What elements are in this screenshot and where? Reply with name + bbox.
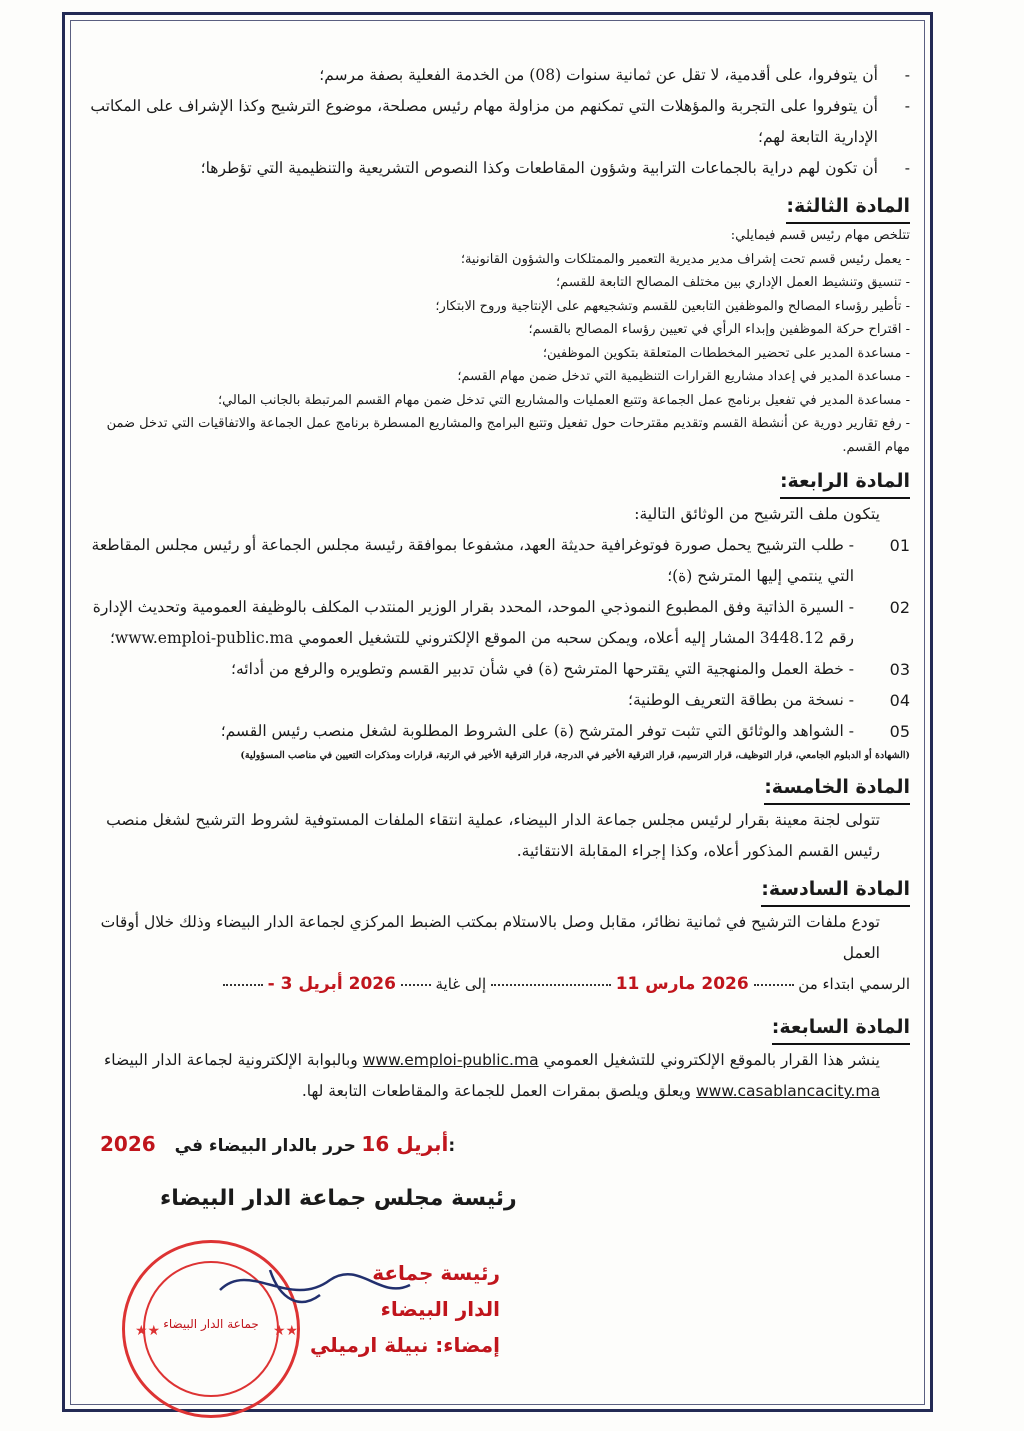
casablancacity-link[interactable]: www.casablancacity.ma bbox=[695, 1082, 880, 1100]
list-item: 02 - السيرة الذاتية وفق المطبوع النموذجي الموحد، المحدد بقرار الوزير المنتدب المكلف بالوظيفة العمومية وتحديث الإدارة رقم 3448.12 المشار إليه أعلاه، ويمكن سحبه من الموقع الإلكتروني للتشغيل العمومي www.emploi-public.ma؛ bbox=[92, 598, 910, 647]
dotted-line bbox=[491, 984, 611, 986]
article7-title: المادة السابعة: bbox=[772, 1013, 910, 1045]
article3-list bbox=[90, 248, 910, 460]
dotted-line bbox=[754, 984, 794, 986]
list-item: 04 - نسخة من بطاقة التعريف الوطنية؛ bbox=[628, 691, 910, 710]
list-item: - مساعدة المدير في تفعيل برنامج عمل الجماعة وتتبع العمليات والمشاريع التي تدخل ضمن مهام القسم المرتبطة بالجانب المالي؛ bbox=[217, 392, 910, 408]
dotted-line bbox=[223, 984, 263, 986]
article4-intro: يتكون ملف الترشيح من الوثائق التالية: bbox=[634, 505, 880, 523]
list-item: - مساعدة المدير في إعداد مشاريع القرارات التنظيمية التي تدخل ضمن مهام القسم؛ bbox=[457, 369, 910, 384]
seal-text: جماعة الدار البيضاء bbox=[163, 1317, 259, 1331]
dotted-line bbox=[401, 984, 431, 986]
documents-note: (الشهادة أو الدبلوم الجامعي، قرار التوظيف، قرار الترسيم، قرار الترقية الأخير في الدرجة، قرار الترقية الأخير في الرتبة، قرارات ومذكرات التعيين في مناصب المسؤولية) bbox=[240, 750, 910, 761]
stamp-line: إمضاء: نبيلة ارميلي bbox=[309, 1333, 500, 1357]
star-icon: ★★ bbox=[135, 1323, 161, 1339]
signature-place-label: حرر بالدار البيضاء في: bbox=[174, 1136, 456, 1156]
article5-text: تتولى لجنة معينة بقرار لرئيس مجلس جماعة الدار البيضاء، عملية انتقاء الملفات المستوفية لشروط الترشيح لشغل منصب رئيس القسم المذكور أعلاه، وكذا إجراء المقابلة الانتقائية. bbox=[106, 811, 880, 860]
article7-text: ينشر هذا القرار بالموقع الإلكتروني للتشغيل العمومي www.emploi-public.ma وبالبوابة الإلكترونية لجماعة الدار البيضاء www.casablancacity.ma ويعلق ويلصق بمقرات العمل للجماعة والمقاطعات التابعة لها. bbox=[104, 1051, 880, 1100]
stamp-line: الدار البيضاء bbox=[380, 1297, 500, 1321]
signature-date-stamp: 2026 أبريل 16 bbox=[100, 1132, 449, 1156]
star-icon: ★★ bbox=[273, 1323, 299, 1339]
conditions-list bbox=[90, 60, 910, 184]
condition-item: - أن يتوفروا، على أقدمية، لا تقل عن ثمانية سنوات (08) من الخدمة الفعلية بصفة مرسم؛ bbox=[90, 60, 910, 91]
article5-title: المادة الخامسة: bbox=[764, 773, 910, 805]
article6-text: تودع ملفات الترشيح في ثمانية نظائر، مقابل وصل بالاستلام بمكتب الضبط المركزي لجماعة الدار البيضاء وذلك خلال أوقات العمل bbox=[100, 913, 880, 962]
document-body bbox=[90, 60, 910, 1107]
article6-title: المادة السادسة: bbox=[761, 875, 910, 907]
handwritten-signature bbox=[210, 1250, 440, 1330]
article4-list bbox=[90, 530, 910, 765]
to-date-stamp: 2026 أبريل 3 - bbox=[267, 974, 396, 994]
list-item: - تنسيق وتنشيط العمل الإداري بين مختلف المصالح التابعة للقسم؛ bbox=[556, 275, 910, 290]
to-label: إلى غاية bbox=[435, 975, 487, 993]
signatory-title: رئيسة مجلس جماعة الدار البيضاء bbox=[160, 1186, 517, 1211]
from-date-stamp: 2026 مارس 11 bbox=[615, 974, 749, 994]
list-item: - تأطير رؤساء المصالح والموظفين التابعين للقسم وتشجيعهم على الإنتاجية وروح الابتكار؛ bbox=[435, 298, 910, 314]
list-item: - اقتراح حركة الموظفين وإبداء الرأي في تعيين رؤساء المصالح بالقسم؛ bbox=[528, 322, 910, 337]
stamp-line: رئيسة جماعة bbox=[372, 1261, 500, 1285]
submission-dates bbox=[90, 969, 910, 1005]
condition-item: - أن تكون لهم دراية بالجماعات الترابية وشؤون المقاطعات وكذا النصوص التشريعية والتنظيمية التي تؤطرها؛ bbox=[90, 153, 910, 184]
article3-title: المادة الثالثة: bbox=[786, 192, 910, 224]
list-item: - يعمل رئيس قسم تحت إشراف مدير مديرية التعمير والممتلكات والشؤون القانونية؛ bbox=[460, 251, 910, 267]
list-item: 01 - طلب الترشيح يحمل صورة فوتوغرافية حديثة العهد، مشفوعا بموافقة رئيسة مجلس الجماعة أو رئيس مجلس المقاطعة التي ينتمي إليها المترشح (ة)؛ bbox=[91, 536, 910, 585]
article3-intro: تتلخص مهام رئيس قسم فيمايلي: bbox=[730, 228, 910, 243]
signature-date-row bbox=[100, 1132, 500, 1156]
from-label: الرسمي ابتداء من bbox=[798, 975, 910, 993]
emploi-public-link[interactable]: www.emploi-public.ma bbox=[362, 1051, 539, 1069]
list-item: - رفع تقارير دورية عن أنشطة القسم وتقديم مقترحات حول تفعيل وتتبع البرامج والمشاريع المسطرة برنامج عمل الجماعة والاتفاقيات التي تدخل ضمن مهام القسم. bbox=[106, 416, 910, 455]
article4-title: المادة الرابعة: bbox=[780, 467, 910, 499]
condition-item: - أن يتوفروا على التجربة والمؤهلات التي تمكنهم من مزاولة مهام رئيس مصلحة، موضوع الترشيح وكذا الإشراف على المكاتب الإدارية التابعة لهم؛ bbox=[90, 91, 910, 153]
list-item: 05 - الشواهد والوثائق التي تثبت توفر المترشح (ة) على الشروط المطلوبة لشغل منصب رئيس القسم؛ bbox=[220, 722, 910, 741]
list-item: 03 - خطة العمل والمنهجية التي يقترحها المترشح (ة) في شأن تدبير القسم وتطويره والرفع من أدائه؛ bbox=[231, 660, 910, 679]
list-item: - مساعدة المدير على تحضير المخططات المتعلقة بتكوين الموظفين؛ bbox=[542, 345, 910, 361]
